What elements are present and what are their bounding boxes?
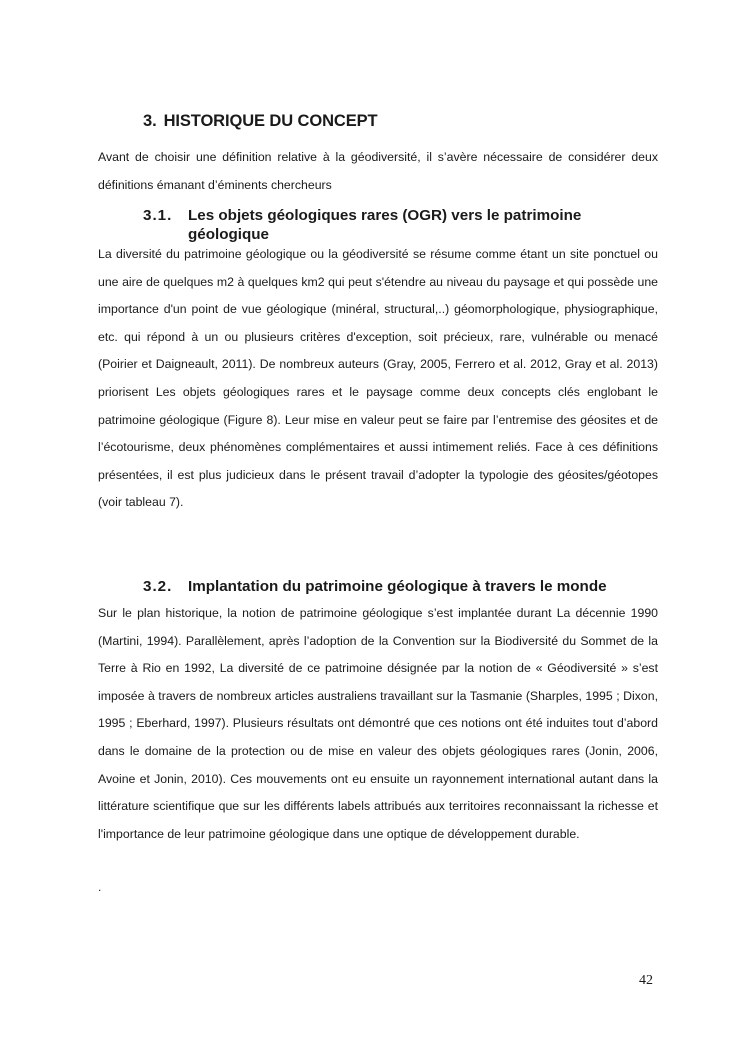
section-3-1-body-paragraph: La diversité du patrimoine géologique ou la géodiversité se résume comme étant un site ponctuel ou une aire de quelques m2 à quelques km2 qui peut s'étendre au niveau du paysage et qui possède une importance d'un point de vue géologique (minéral, structural,..) géomorphologique, physiographique, etc. qui répond à un ou plusieurs critères d'exception, soit précieux, rare, vulnérable ou menacé (Poirier et Daigneault, 2011). De nombreux auteurs (Gray, 2005, Ferrero et al. 2012, Gray et al. 2013) priorisent Les objets géologiques rares et le paysage comme deux concepts clés englobant le patrimoine géologique (Figure 8). Leur mise en valeur peut se faire par l’entremise des géosites et de l’écotourisme, deux phénomènes complémentaires et aussi intimement reliés. Face à ces définitions présentées, il est plus judicieux dans le présent travail d’adopter la typologie des géosites/géotopes (voir tableau 7).: [98, 247, 658, 510]
section-3-2-number: 3.2.: [143, 578, 173, 595]
section-3-intro-paragraph: Avant de choisir une définition relative à la géodiversité, il s’avère nécessaire de considérer deux définitions émanant d’éminents chercheurs: [98, 150, 658, 192]
section-3-2-title: Implantation du patrimoine géologique à travers le monde: [188, 578, 607, 595]
section-3-heading: [143, 112, 378, 131]
trailing-mark: .: [98, 880, 102, 894]
section-3-title: HISTORIQUE DU CONCEPT: [163, 112, 378, 130]
section-3-1-number: 3.1.: [143, 207, 173, 224]
section-3-1-title: Les objets géologiques rares (OGR) vers le patrimoine géologique: [188, 207, 582, 243]
section-3-2-heading: [143, 577, 623, 596]
section-3-number: 3.: [143, 112, 157, 130]
section-3-1-heading: [143, 206, 623, 244]
page-number: 42: [639, 973, 653, 988]
section-3-2-body-paragraph: Sur le plan historique, la notion de patrimoine géologique s’est implantée durant La décennie 1990 (Martini, 1994). Parallèlement, après l’adoption de la Convention sur la Biodiversité du Sommet de la Terre à Rio en 1992, La diversité de ce patrimoine désignée par la notion de « Géodiversité » s’est imposée à travers de nombreux articles australiens travaillant sur la Tasmanie (Sharples, 1995 ; Dixon, 1995 ; Eberhard, 1997). Plusieurs résultats ont démontré que ces notions ont été induites tout d’abord dans le domaine de la protection ou de mise en valeur des objets géologiques rares (Jonin, 2006, Avoine et Jonin, 2010). Ces mouvements ont eu ensuite un rayonnement international autant dans la littérature scientifique que sur les différents labels attribués aux territoires reconnaissant la richesse et l'importance de leur patrimoine géologique dans une optique de développement durable.: [98, 606, 658, 841]
